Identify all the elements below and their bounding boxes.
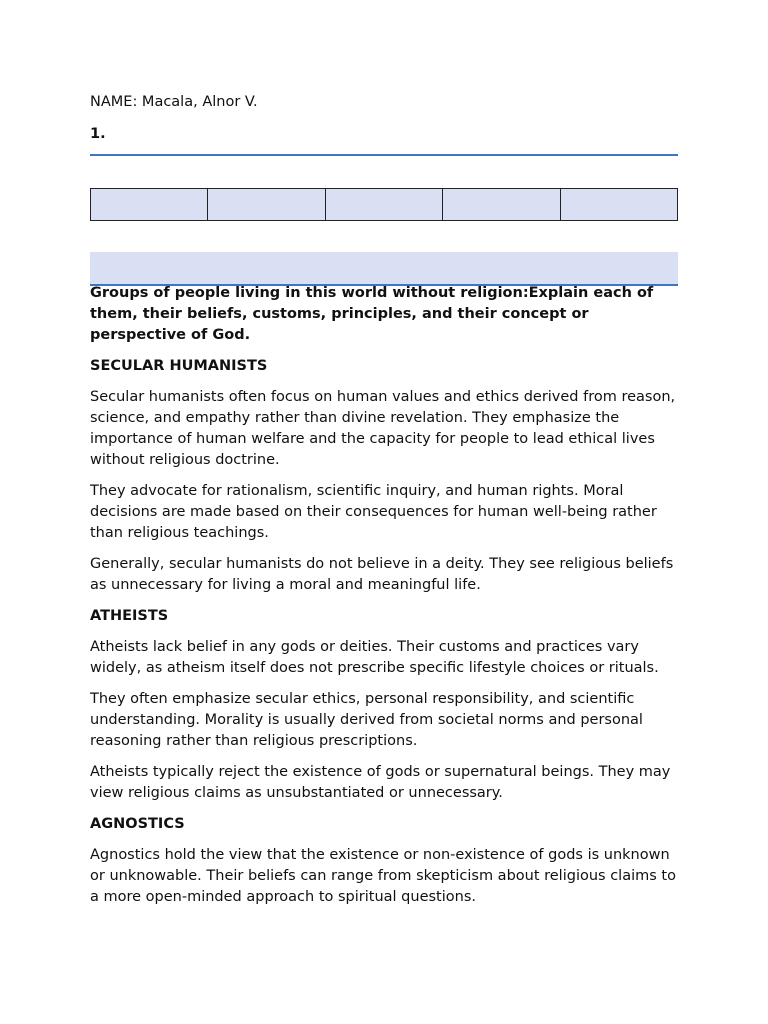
- section-heading-agnostics: AGNOSTICS: [90, 816, 185, 832]
- paragraph: Agnostics hold the view that the existence or non-existence of gods is unknown or unknowable. Their beliefs can range from skepticism about religious claims to a more open-minded approach to spiritual questions.: [90, 847, 676, 905]
- table-cell: [91, 189, 208, 220]
- shaded-band: [90, 252, 678, 286]
- paragraph: Atheists typically reject the existence of gods or supernatural beings. They may view religious claims as unsubstantiated or unnecessary.: [90, 764, 671, 801]
- section-heading-secular-humanists: SECULAR HUMANISTS: [90, 358, 268, 374]
- table-cell: [208, 189, 325, 220]
- table-cell: [326, 189, 443, 220]
- document-body: [90, 283, 678, 918]
- question-text: Groups of people living in this world without religion:Explain each of them, their beliefs, customs, principles, and their concept or perspective of God.: [90, 285, 654, 343]
- student-name: NAME: Macala, Alnor V.: [90, 94, 258, 110]
- table-cell: [561, 189, 677, 220]
- paragraph: They often emphasize secular ethics, personal responsibility, and scientific understanding. Morality is usually derived from societal norms and personal reasoning rather than religious prescriptions.: [90, 691, 643, 749]
- empty-table: [90, 188, 678, 221]
- paragraph: They advocate for rationalism, scientific inquiry, and human rights. Moral decisions are made based on their consequences for human well-being rather than religious teachings.: [90, 483, 657, 541]
- paragraph: Generally, secular humanists do not believe in a deity. They see religious beliefs as unnecessary for living a moral and meaningful life.: [90, 556, 674, 593]
- paragraph: Atheists lack belief in any gods or deities. Their customs and practices vary widely, as atheism itself does not prescribe specific lifestyle choices or rituals.: [90, 639, 659, 676]
- section-heading-atheists: ATHEISTS: [90, 608, 169, 624]
- item-number: 1.: [90, 126, 106, 142]
- paragraph: Secular humanists often focus on human values and ethics derived from reason, science, and empathy rather than divine revelation. They emphasize the importance of human welfare and the capacity for people to lead ethical lives without religious doctrine.: [90, 389, 676, 468]
- table-cell: [443, 189, 560, 220]
- header-rule: [90, 154, 678, 156]
